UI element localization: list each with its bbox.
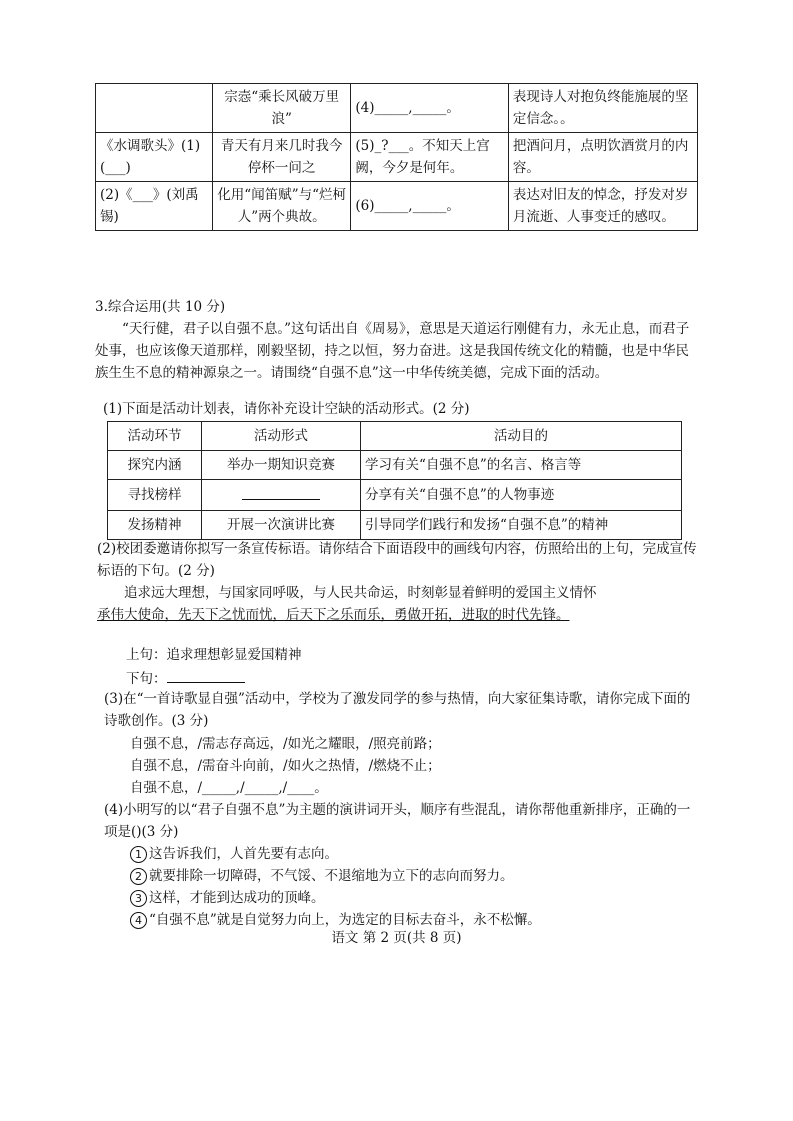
passage-a: 追求远大理想，与国家同呼吸，与人民共命运，时刻彰显着鲜明的爱国主义情怀 xyxy=(124,585,597,601)
cell: (2)《___》(刘禹锡) xyxy=(96,182,213,231)
cell: 引导同学们践行和发扬“自强不息”的精神 xyxy=(361,511,682,540)
answer-blank xyxy=(167,666,245,683)
cell: 化用“闻笛赋”与“烂柯人”两个典故。 xyxy=(212,182,350,231)
column-header: 活动形式 xyxy=(202,422,361,451)
poem-line: 自强不息，/需奋斗向前，/如火之热情，/燃烧不止； xyxy=(130,758,441,774)
item-text: “自强不息”就是自觉努力向上，为选定的目标去奋斗，永不松懈。 xyxy=(149,912,541,928)
table-row xyxy=(96,133,698,182)
list-item xyxy=(130,865,514,887)
question-4: (4)小明写的以“君子自强不息”为主题的演讲词开头，顺序有些混乱，请你帮他重新排序，正确的一项是()(3 分) xyxy=(104,802,691,840)
cell: (5)_?___。不知天上宫阙，今夕是何年。 xyxy=(351,133,509,182)
item-text: 这告诉我们，人首先要有志向。 xyxy=(149,846,338,862)
page-footer: 语文 第 2 页(共 8 页) xyxy=(331,930,462,946)
item-text: 这样，才能到达成功的顶峰。 xyxy=(149,890,325,906)
cell: 开展一次演讲比赛 xyxy=(202,511,361,540)
lower-line xyxy=(126,666,245,690)
table-row xyxy=(108,451,682,480)
cell: (4)_____,_____。 xyxy=(351,84,509,133)
cell: 举办一期知识竞赛 xyxy=(202,451,361,480)
cell: 发扬精神 xyxy=(108,511,202,540)
table-row xyxy=(96,84,698,133)
question-2: (2)校团委邀请你拟写一条宣传标语。请你结合下面语段中的画线句内容，仿照给出的上句，完成宣传标语的下句。(2 分) xyxy=(97,541,697,579)
poem-line: 自强不息，/_____,/_____,/____。 xyxy=(130,780,328,796)
list-item xyxy=(130,843,338,865)
question-3: (3)在“一首诗歌显自强”活动中，学校为了激发同学的参与热情，向大家征集诗歌，请你完成下面的诗歌创作。(3 分) xyxy=(104,691,691,729)
cell: 表现诗人对抱负终能施展的坚定信念。。 xyxy=(508,84,697,133)
cell: 分享有关“自强不息”的人物事迹 xyxy=(361,480,682,511)
cell: 寻找榜样 xyxy=(108,480,202,511)
cell: 宗悫“乘长风破万里浪” xyxy=(212,84,350,133)
table-header-row xyxy=(108,422,682,451)
table-row xyxy=(96,182,698,231)
intro-paragraph: “天行健，君子以自强不息。”这句话出自《周易》，意思是天道运行刚健有力，永无止息，而君子处事，也应该像天道那样，刚毅坚韧，持之以恒，努力奋进。这是我国传统文化的精髓，也是中华民族生生不息的精神源泉之一。请围绕“自强不息”这一中华传统美德，完成下面的活动。 xyxy=(95,321,690,381)
cell: 表达对旧友的悼念，抒发对岁月流逝、人事变迁的感叹。 xyxy=(508,182,697,231)
cell: 《水调歌头》(1)(___) xyxy=(96,133,213,182)
answer-blank-cell xyxy=(202,480,361,511)
list-item xyxy=(130,887,325,909)
poem-table xyxy=(95,83,698,231)
column-header: 活动目的 xyxy=(361,422,682,451)
number-badge: 2 xyxy=(130,868,147,885)
passage-b xyxy=(97,604,697,626)
cell: (6)_____,_____。 xyxy=(351,182,509,231)
cell xyxy=(96,84,213,133)
table-row xyxy=(108,480,682,511)
section-heading: 3.综合运用(共 10 分) xyxy=(95,299,226,315)
poem-line: 自强不息，/需志存高远，/如光之耀眼，/照亮前路； xyxy=(130,736,441,752)
cell: 学习有关“自强不息”的名言、格言等 xyxy=(361,451,682,480)
question-1: (1)下面是活动计划表，请你补充设计空缺的活动形式。(2 分) xyxy=(103,401,470,417)
item-text: 就要排除一切障碍，不气馁、不退缩地为立下的志向而努力。 xyxy=(149,868,514,884)
lower-label: 下句： xyxy=(126,671,167,687)
answer-blank xyxy=(242,483,320,500)
cell: 探究内涵 xyxy=(108,451,202,480)
upper-line: 上句：追求理想彰显爱国精神 xyxy=(126,647,302,663)
activity-table xyxy=(107,421,682,540)
cell: 青天有月来几时我今停杯一问之 xyxy=(212,133,350,182)
underlined-sentence: 承伟大使命，先天下之忧而忧，后天下之乐而乐，勇做开拓，进取的时代先锋。 xyxy=(97,607,570,623)
cell: 把酒问月，点明饮酒赏月的内容。 xyxy=(508,133,697,182)
table-row xyxy=(108,511,682,540)
number-badge: 1 xyxy=(130,846,147,863)
column-header: 活动环节 xyxy=(108,422,202,451)
number-badge: 3 xyxy=(130,890,147,907)
number-badge: 4 xyxy=(130,912,147,929)
